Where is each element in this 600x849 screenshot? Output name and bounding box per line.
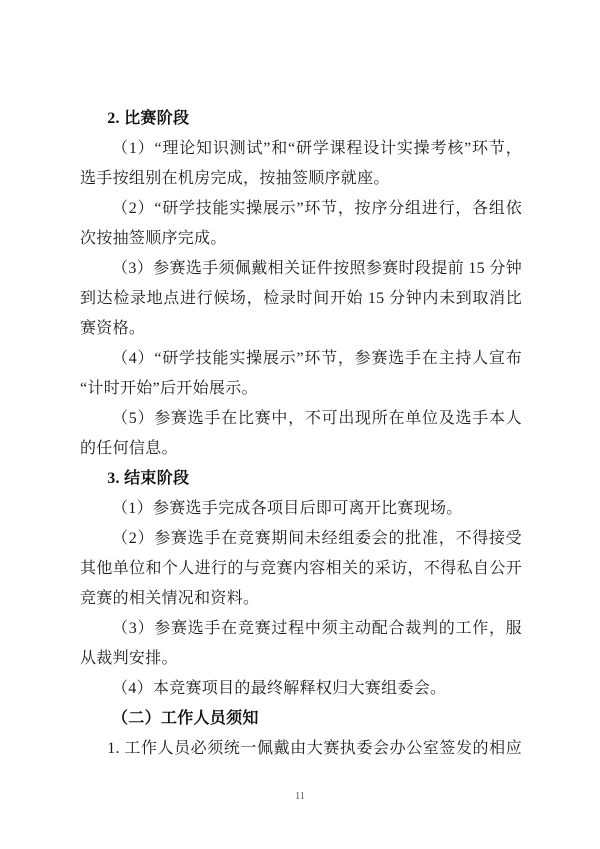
paragraph: （5）参赛选手在比赛中，不可出现所在单位及选手本人的任何信息。 — [80, 410, 522, 457]
paragraph: （4）“研学技能实操展示”环节，参赛选手在主持人宣布“计时开始”后开始展示。 — [80, 350, 522, 397]
section-heading: （二）工作人员须知 — [112, 710, 259, 727]
paragraph: （3）参赛选手在竞赛过程中须主动配合裁判的工作，服从裁判安排。 — [80, 620, 522, 667]
paragraph: （3）参赛选手须佩戴相关证件按照参赛时段提前 15 分钟到达检录地点进行候场，检录时间开始 15 分钟内未到取消比赛资格。 — [80, 260, 522, 337]
paragraph: 1. 工作人员必须统一佩戴由大赛执委会办公室签发的相应 — [107, 740, 522, 757]
section-heading: 2. 比赛阶段 — [107, 110, 190, 127]
page-number: 11 — [295, 791, 305, 802]
paragraph: （1）“理论知识测试”和“研学课程设计实操考核”环节，选手按组别在机房完成，按抽签顺序就座。 — [80, 140, 522, 187]
paragraph: （2）参赛选手在竞赛期间未经组委会的批准，不得接受其他单位和个人进行的与竞赛内容相关的采访，不得私自公开竞赛的相关情况和资料。 — [80, 530, 522, 607]
section-heading: 3. 结束阶段 — [107, 470, 190, 487]
paragraph: （2）“研学技能实操展示”环节，按序分组进行，各组依次按抽签顺序完成。 — [80, 200, 522, 247]
paragraph: （4）本竞赛项目的最终解释权归大赛组委会。 — [112, 680, 447, 697]
paragraph: （1）参赛选手完成各项目后即可离开比赛现场。 — [112, 500, 463, 517]
document-content — [80, 104, 522, 764]
